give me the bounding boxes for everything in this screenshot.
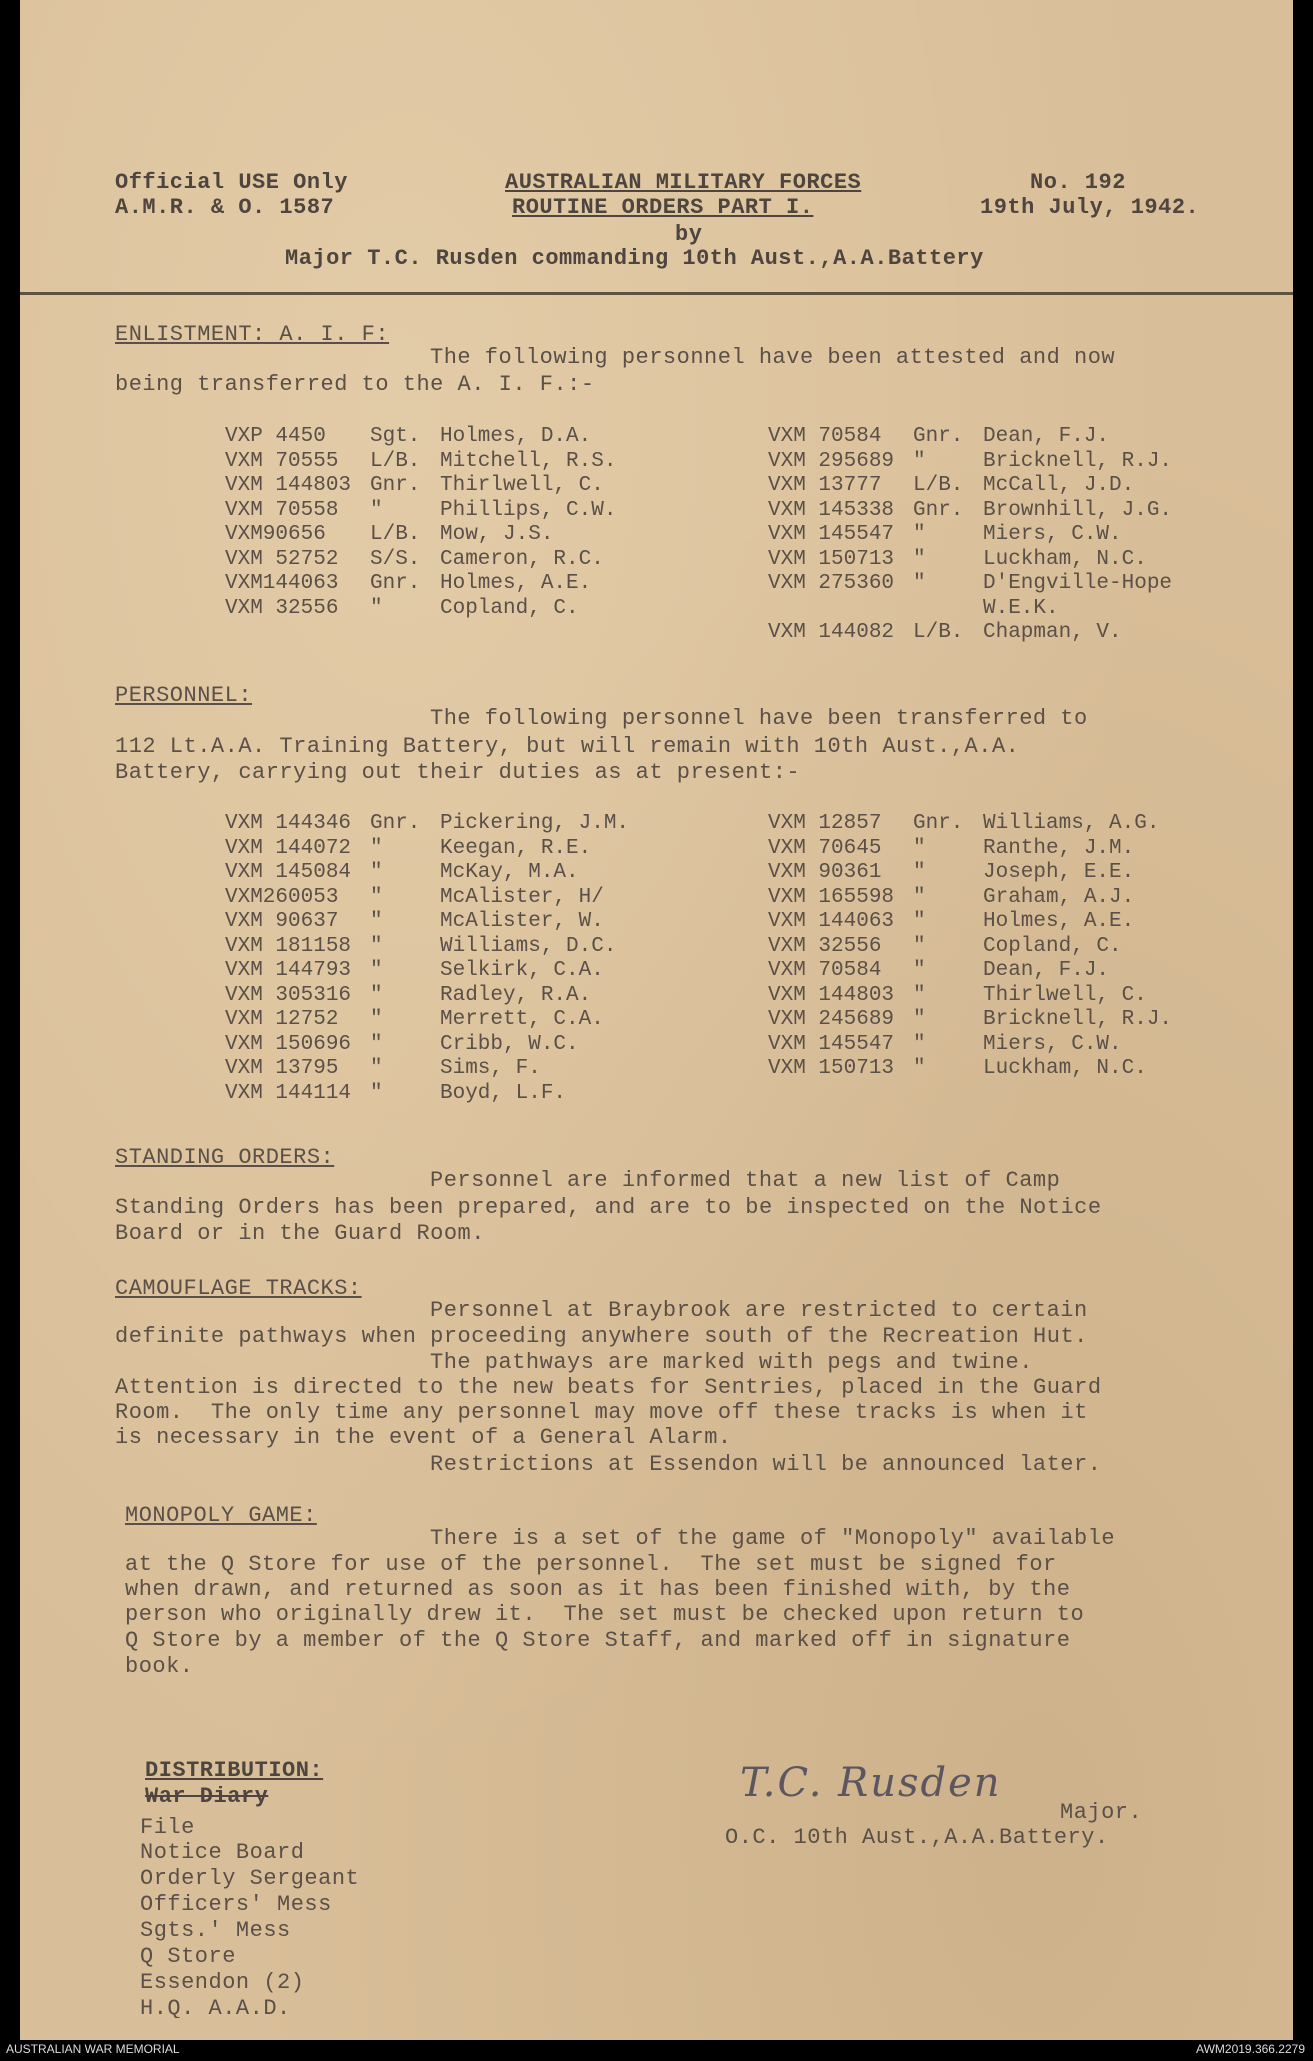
monopoly-line3: when drawn, and returned as soon as it has been finished with, by the <box>125 1577 1071 1602</box>
rank: " <box>913 572 926 595</box>
service-number: VXM 12752 <box>225 1008 339 1031</box>
rank: " <box>913 885 926 909</box>
section-heading-enlistment: ENLISTMENT: A. I. F: <box>115 322 390 347</box>
header-title: AUSTRALIAN MILITARY FORCES <box>505 170 862 195</box>
service-number: VXM 32556 <box>225 596 339 620</box>
rank: " <box>370 910 383 933</box>
enlistment-intro-line2: being transferred to the A. I. F.:- <box>115 372 595 397</box>
service-number: VXM 150713 <box>768 547 895 571</box>
service-number: VXM 145547 <box>768 523 895 546</box>
signatory-unit: O.C. 10th Aust.,A.A.Battery. <box>725 1825 1109 1850</box>
rank: Gnr. <box>370 572 421 595</box>
rank: L/B. <box>913 474 964 497</box>
service-number: VXM 145338 <box>768 498 895 522</box>
camouflage-line3: The pathways are marked with pegs and twine. <box>430 1350 1033 1375</box>
soldier-name: Ranthe, J.M. <box>983 836 1135 860</box>
soldier-name: Graham, A.J. <box>983 885 1135 909</box>
rank: " <box>370 836 383 860</box>
order-date: 19th July, 1942. <box>980 195 1200 220</box>
header-subtitle: ROUTINE ORDERS PART I. <box>512 195 814 220</box>
rank: " <box>913 1032 926 1056</box>
monopoly-line2: at the Q Store for use of the personnel. The set must be signed for <box>125 1552 1057 1577</box>
service-number: VXM 145547 <box>768 1032 895 1056</box>
header-divider <box>20 292 1293 295</box>
soldier-name: Chapman, V. <box>983 621 1122 644</box>
soldier-name: Boyd, L.F. <box>440 1081 567 1105</box>
camouflage-line1: Personnel at Braybrook are restricted to certain <box>430 1298 1088 1323</box>
section-heading-standing-orders: STANDING ORDERS: <box>115 1145 335 1170</box>
service-number: VXM 32556 <box>768 934 882 958</box>
distribution-item: File <box>140 1815 195 1840</box>
monopoly-line1: There is a set of the game of "Monopoly" available <box>430 1526 1116 1551</box>
camouflage-line4: Attention is directed to the new beats for Sentries, placed in the Guard <box>115 1375 1102 1400</box>
soldier-name: Mitchell, R.S. <box>440 449 617 473</box>
service-number: VXM 245689 <box>768 1008 895 1031</box>
service-number: VXM 13777 <box>768 474 882 497</box>
soldier-name: Luckham, N.C. <box>983 1057 1147 1080</box>
soldier-name: McCall, J.D. <box>983 474 1135 497</box>
monopoly-line6: book. <box>125 1654 194 1679</box>
soldier-name: Thirlwell, C. <box>440 474 604 497</box>
personnel-intro-line3: Battery, carrying out their duties as at present:- <box>115 760 801 785</box>
distribution-item: Notice Board <box>140 1840 305 1865</box>
rank: " <box>370 934 383 958</box>
service-number: VXM 12857 <box>768 812 882 835</box>
rank: L/B. <box>370 449 421 473</box>
distribution-item: Officers' Mess <box>140 1892 332 1917</box>
rank: " <box>370 861 383 884</box>
service-number: VXP 4450 <box>225 425 326 448</box>
service-number: VXM 52752 <box>225 547 339 571</box>
soldier-name: Cameron, R.C. <box>440 547 604 571</box>
soldier-name: Merrett, C.A. <box>440 1008 604 1031</box>
archive-footer <box>0 2040 1313 2061</box>
distribution-struck-item: War Diary <box>145 1784 269 1809</box>
soldier-name: Williams, A.G. <box>983 812 1160 835</box>
soldier-name: Bricknell, R.J. <box>983 1008 1173 1031</box>
soldier-name: Cribb, W.C. <box>440 1032 579 1056</box>
soldier-name: McAlister, H/ <box>440 885 604 909</box>
soldier-name: Holmes, A.E. <box>983 910 1135 933</box>
soldier-name: W.E.K. <box>983 596 1059 620</box>
service-number: VXM 144793 <box>225 959 352 982</box>
standing-orders-line2: Standing Orders has been prepared, and are to be inspected on the Notice <box>115 1195 1102 1220</box>
soldier-name: Mow, J.S. <box>440 523 554 546</box>
service-number: VXM 70555 <box>225 449 339 473</box>
soldier-name: Thirlwell, C. <box>983 983 1147 1007</box>
section-heading-camouflage: CAMOUFLAGE TRACKS: <box>115 1276 362 1301</box>
service-number: VXM 144063 <box>768 910 895 933</box>
distribution-item: H.Q. A.A.D. <box>140 1996 291 2018</box>
signatory-rank: Major. <box>1060 1800 1143 1825</box>
soldier-name: Bricknell, R.J. <box>983 449 1173 473</box>
service-number: VXM 144803 <box>225 474 352 497</box>
rank: " <box>370 1032 383 1056</box>
soldier-name: Keegan, R.E. <box>440 836 592 860</box>
rank: L/B. <box>370 523 421 546</box>
service-number: VXM 70584 <box>768 425 882 448</box>
soldier-name: Luckham, N.C. <box>983 547 1147 571</box>
soldier-name: Copland, C. <box>440 596 579 620</box>
rank: " <box>913 523 926 546</box>
service-number: VXM144063 <box>225 572 339 595</box>
rank: " <box>370 1008 383 1031</box>
rank: L/B. <box>913 621 964 644</box>
service-number: VXM 144072 <box>225 836 352 860</box>
standing-orders-line1: Personnel are informed that a new list of Camp <box>430 1168 1061 1193</box>
service-number: VXM 144803 <box>768 983 895 1007</box>
soldier-name: Joseph, E.E. <box>983 861 1135 884</box>
rank: " <box>913 959 926 982</box>
monopoly-line4: person who originally drew it. The set must be checked upon return to <box>125 1602 1085 1627</box>
distribution-item: Essendon (2) <box>140 1970 305 1995</box>
rank: " <box>913 861 926 884</box>
camouflage-line6: is necessary in the event of a General Alarm. <box>115 1425 732 1450</box>
service-number: VXM 150696 <box>225 1032 352 1056</box>
soldier-name: Copland, C. <box>983 934 1122 958</box>
service-number: VXM 90361 <box>768 861 882 884</box>
header-by: by <box>675 222 703 247</box>
rank: Gnr. <box>913 498 964 522</box>
service-number: VXM 13795 <box>225 1057 339 1080</box>
rank: " <box>370 959 383 982</box>
service-number: VXM 70645 <box>768 836 882 860</box>
personnel-intro-line1: The following personnel have been transferred to <box>430 706 1088 731</box>
camouflage-line2: definite pathways when proceeding anywhere south of the Recreation Hut. <box>115 1324 1088 1349</box>
section-heading-monopoly: MONOPOLY GAME: <box>125 1503 317 1528</box>
standing-orders-line3: Board or in the Guard Room. <box>115 1221 485 1246</box>
rank: " <box>913 910 926 933</box>
rank: Gnr. <box>913 812 964 835</box>
enlistment-intro-line1: The following personnel have been attested and now <box>430 345 1116 370</box>
service-number: VXM90656 <box>225 523 326 546</box>
personnel-intro-line2: 112 Lt.A.A. Training Battery, but will remain with 10th Aust.,A.A. <box>115 734 1020 759</box>
soldier-name: Williams, D.C. <box>440 934 617 958</box>
soldier-name: Miers, C.W. <box>983 523 1122 546</box>
distribution-item: Q Store <box>140 1944 236 1969</box>
order-number: No. 192 <box>1030 170 1126 195</box>
service-number: VXM 150713 <box>768 1057 895 1080</box>
document-page <box>20 0 1293 2040</box>
rank: Gnr. <box>370 474 421 497</box>
rank: " <box>913 836 926 860</box>
service-number: VXM 144082 <box>768 621 895 644</box>
header-left-line2: A.M.R. & O. 1587 <box>115 195 335 220</box>
soldier-name: Selkirk, C.A. <box>440 959 604 982</box>
soldier-name: Phillips, C.W. <box>440 498 617 522</box>
camouflage-line7: Restrictions at Essendon will be announced later. <box>430 1452 1102 1477</box>
soldier-name: Miers, C.W. <box>983 1032 1122 1056</box>
soldier-name: Pickering, J.M. <box>440 812 630 835</box>
header-left-line1: Official USE Only <box>115 170 348 195</box>
rank: " <box>913 1008 926 1031</box>
camouflage-line5: Room. The only time any personnel may move off these tracks is when it <box>115 1400 1088 1425</box>
soldier-name: Radley, R.A. <box>440 983 592 1007</box>
handwritten-signature: T.C. Rusden <box>740 1760 1002 1806</box>
footer-institution: AUSTRALIAN WAR MEMORIAL <box>6 2042 180 2056</box>
service-number: VXM 305316 <box>225 983 352 1007</box>
service-number: VXM 144114 <box>225 1081 352 1105</box>
footer-accession-number: AWM2019.366.2279 <box>1196 2042 1305 2056</box>
rank: " <box>913 449 926 473</box>
rank: " <box>913 934 926 958</box>
rank: Gnr. <box>913 425 964 448</box>
rank: " <box>370 1057 383 1080</box>
soldier-name: Brownhill, J.G. <box>983 498 1173 522</box>
soldier-name: Dean, F.J. <box>983 425 1110 448</box>
service-number: VXM 295689 <box>768 449 895 473</box>
service-number: VXM260053 <box>225 885 339 909</box>
service-number: VXM 70584 <box>768 959 882 982</box>
service-number: VXM 275360 <box>768 572 895 595</box>
rank: " <box>370 596 383 620</box>
section-heading-distribution: DISTRIBUTION: <box>145 1758 324 1783</box>
soldier-name: Holmes, D.A. <box>440 425 592 448</box>
soldier-name: McAlister, W. <box>440 910 604 933</box>
soldier-name: Sims, F. <box>440 1057 541 1080</box>
rank: " <box>913 983 926 1007</box>
rank: Gnr. <box>370 812 421 835</box>
header-byline: Major T.C. Rusden commanding 10th Aust.,A.A.Battery <box>285 246 984 271</box>
rank: " <box>370 1081 383 1105</box>
rank: " <box>913 1057 926 1080</box>
service-number: VXM 90637 <box>225 910 339 933</box>
monopoly-line5: Q Store by a member of the Q Store Staff, and marked off in signature <box>125 1628 1071 1653</box>
rank: S/S. <box>370 547 421 571</box>
service-number: VXM 144346 <box>225 812 352 835</box>
distribution-item: Sgts.' Mess <box>140 1918 291 1943</box>
distribution-item: Orderly Sergeant <box>140 1866 360 1891</box>
soldier-name: Holmes, A.E. <box>440 572 592 595</box>
service-number: VXM 145084 <box>225 861 352 884</box>
service-number: VXM 181158 <box>225 934 352 958</box>
soldier-name: D'Engville-Hope <box>983 572 1173 595</box>
rank: " <box>370 885 383 909</box>
rank: Sgt. <box>370 425 421 448</box>
soldier-name: McKay, M.A. <box>440 861 579 884</box>
soldier-name: Dean, F.J. <box>983 959 1110 982</box>
service-number: VXM 165598 <box>768 885 895 909</box>
rank: " <box>913 547 926 571</box>
rank: " <box>370 498 383 522</box>
section-heading-personnel: PERSONNEL: <box>115 683 253 708</box>
rank: " <box>370 983 383 1007</box>
service-number: VXM 70558 <box>225 498 339 522</box>
